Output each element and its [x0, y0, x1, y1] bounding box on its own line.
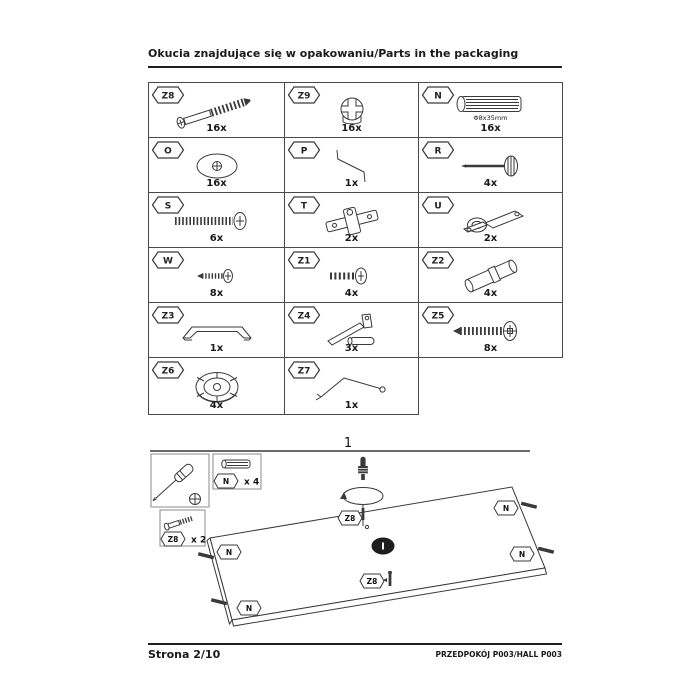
phillips-symbol-icon — [190, 494, 201, 505]
part-qty: 2x — [344, 233, 359, 244]
svg-text:Z8: Z8 — [366, 576, 378, 586]
part-cell-z4 — [285, 303, 419, 358]
part-qty: 16x — [206, 123, 227, 134]
svg-text:N: N — [434, 91, 442, 102]
svg-text:Z5: Z5 — [431, 311, 445, 322]
dowel-icon — [222, 460, 250, 468]
table-row — [149, 193, 563, 248]
rotation-arrow-icon — [343, 488, 383, 505]
part-qty: 4x — [344, 288, 359, 299]
svg-text:W: W — [163, 256, 173, 267]
part-cell-w — [149, 248, 285, 303]
part-qty: 16x — [341, 123, 362, 134]
svg-text:N: N — [225, 547, 233, 557]
part-qty: 1x — [209, 343, 224, 354]
part-qty: 16x — [206, 178, 227, 189]
page-number: Strona 2/10 — [148, 648, 221, 661]
svg-text:I: I — [381, 541, 385, 553]
part-cell-u — [419, 193, 563, 248]
dowel-label — [494, 501, 518, 515]
svg-text:S: S — [164, 201, 172, 212]
part-qty: 1x — [344, 178, 359, 189]
svg-text:U: U — [434, 201, 442, 212]
dowel-label — [237, 601, 261, 615]
part-cell-z9 — [285, 83, 419, 138]
svg-text:P: P — [300, 146, 308, 157]
parts-table — [148, 82, 563, 415]
part-cell-o — [149, 138, 285, 193]
part-qty: 1x — [344, 400, 359, 411]
part-qty: 3x — [344, 343, 359, 354]
part-cell-p — [285, 138, 419, 193]
dowel-peg — [521, 502, 537, 509]
step-number: 1 — [343, 436, 353, 451]
part-cell-n — [419, 83, 563, 138]
part-qty: 4x — [209, 400, 224, 411]
part-dimension: Φ8x35mm — [473, 114, 508, 122]
svg-text:R: R — [434, 146, 442, 157]
part-qty: 4x — [483, 178, 498, 189]
dowel-inset — [213, 454, 261, 489]
part-cell-z3 — [149, 303, 285, 358]
part-qty: 8x — [483, 343, 498, 354]
part-cell-z8 — [149, 83, 285, 138]
part-qty: 6x — [209, 233, 224, 244]
part-cell-r — [419, 138, 563, 193]
part-cell-z2 — [419, 248, 563, 303]
screwdriver-icon — [150, 463, 195, 504]
svg-text:Z9: Z9 — [297, 91, 311, 102]
part-cell-z1 — [285, 248, 419, 303]
table-row — [149, 83, 563, 138]
svg-text:N: N — [245, 603, 253, 613]
empty-cell — [419, 358, 563, 415]
part-cell-z6 — [149, 358, 285, 415]
inset-dowel-label: N — [222, 476, 230, 486]
inset-bolt-label: Z8 — [167, 534, 179, 544]
product-code: PRZEDPOKÓJ P003/HALL P003 — [435, 650, 562, 659]
part-qty: 2x — [483, 233, 498, 244]
title-rule — [148, 66, 562, 68]
inset-dowel-qty: x 4 — [244, 477, 260, 488]
svg-text:T: T — [300, 201, 308, 212]
page-title: Okucia znajdujące się w opakowaniu/Parts in the packaging — [148, 47, 519, 60]
dowel-peg — [538, 547, 554, 554]
bent-rod-tool-icon — [292, 368, 412, 404]
svg-text:Z4: Z4 — [297, 311, 311, 322]
svg-text:Z1: Z1 — [297, 256, 311, 267]
table-row — [149, 358, 563, 415]
svg-text:Z3: Z3 — [161, 311, 175, 322]
table-row — [149, 138, 563, 193]
svg-text:Z8: Z8 — [161, 91, 175, 102]
panel-label — [372, 538, 395, 555]
svg-text:Z2: Z2 — [431, 256, 445, 267]
table-row — [149, 248, 563, 303]
svg-text:O: O — [164, 146, 172, 157]
inset-bolt-qty: x 2 — [191, 535, 207, 546]
tool-inset — [150, 454, 209, 507]
svg-text:N: N — [502, 503, 510, 513]
part-qty: 16x — [480, 123, 501, 134]
dowel-label — [510, 547, 534, 561]
part-qty: 8x — [209, 288, 224, 299]
svg-text:N: N — [518, 549, 526, 559]
part-qty: 4x — [483, 288, 498, 299]
part-cell-z5 — [419, 303, 563, 358]
table-row — [149, 303, 563, 358]
part-cell-t — [285, 193, 419, 248]
svg-text:Z7: Z7 — [297, 366, 311, 377]
bolt-inset — [160, 510, 206, 546]
footer-rule — [148, 643, 562, 645]
step-1-diagram — [145, 428, 565, 642]
bolt-label-bottom — [360, 574, 384, 588]
bolt-label-top — [338, 511, 362, 525]
cam-bolt-icon — [164, 515, 195, 531]
svg-text:Z6: Z6 — [161, 366, 175, 377]
part-cell-z7 — [285, 358, 419, 415]
dowel-label — [217, 545, 241, 559]
part-cell-s — [149, 193, 285, 248]
svg-text:Z8: Z8 — [344, 513, 356, 523]
